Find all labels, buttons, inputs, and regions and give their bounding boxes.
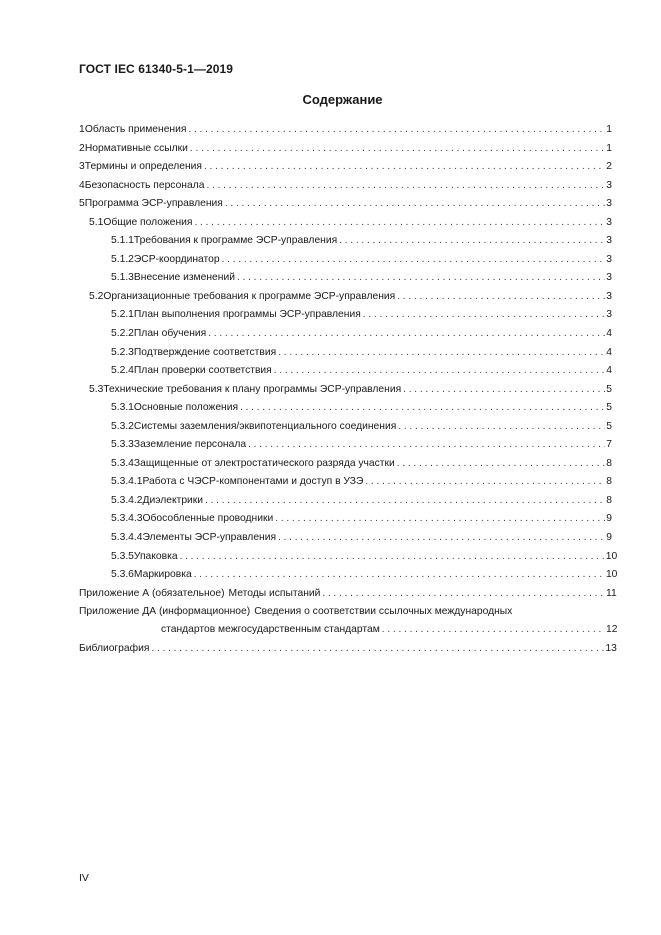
toc-entry-number: 5.1 xyxy=(89,216,104,228)
toc-entry-page: 4 xyxy=(606,365,612,377)
dot-leader xyxy=(222,251,605,270)
dot-leader xyxy=(205,492,605,511)
toc-entry-label: Требования к программе ЭСР-управления xyxy=(133,235,338,247)
toc-entry-page: 3 xyxy=(606,216,612,228)
dot-leader xyxy=(206,177,605,196)
dot-leader xyxy=(275,510,605,529)
toc-entry-label: Элементы ЭСР-управления xyxy=(142,532,277,544)
toc-entry-page: 10 xyxy=(605,550,618,562)
toc-entry-label: План выполнения программы ЭСР-управления xyxy=(133,309,361,321)
toc-entry-page: 3 xyxy=(606,272,612,284)
dot-leader xyxy=(208,325,605,344)
toc-entry-label: Сведения о соответствии ссылочных международных xyxy=(254,606,513,618)
toc-entry-page: 8 xyxy=(606,476,612,488)
toc-entry-annex-da[interactable] xyxy=(79,603,612,621)
toc-entry-number: 5.2 xyxy=(89,290,104,302)
toc-entry-number: 5.2.2 xyxy=(111,328,134,340)
toc-entry-page: 3 xyxy=(606,235,612,247)
toc-entry-label: Обособленные проводники xyxy=(142,513,274,525)
toc-entry-number: Приложение ДА (информационное) xyxy=(79,606,251,618)
toc-entry[interactable] xyxy=(79,158,612,177)
toc-entry-page: 1 xyxy=(606,124,612,135)
toc-entry-label: стандартов межгосударственным стандартам xyxy=(161,624,380,636)
dot-leader xyxy=(278,344,605,363)
toc-entry-label: Безопасность персонала xyxy=(84,179,205,191)
dot-leader xyxy=(194,566,605,585)
toc-entry-label: Методы испытаний xyxy=(228,587,321,599)
toc-entry-number: 5.2.1 xyxy=(111,309,134,321)
toc-entry-page: 8 xyxy=(606,457,612,469)
toc-entry-number: 5.1.3 xyxy=(111,272,134,284)
toc-entry-page: 2 xyxy=(606,161,612,173)
toc-entry-label: Заземление персонала xyxy=(133,439,247,451)
toc-entry-label: Внесение изменений xyxy=(133,272,235,284)
toc-entry-number: 5.2.3 xyxy=(111,346,134,358)
toc-entry-label: Системы заземления/эквипотенциального соединения xyxy=(133,420,397,432)
toc-entry-annex-da-continued[interactable] xyxy=(79,621,618,640)
toc-entry-page: 5 xyxy=(606,402,612,414)
toc-entry-label: Защищенные от электростатического разряда участки xyxy=(133,457,395,469)
toc-entry[interactable] xyxy=(79,510,612,529)
toc-entry-label: Программа ЭСР-управления xyxy=(84,198,223,210)
dot-leader xyxy=(398,418,605,437)
dot-leader xyxy=(397,288,605,307)
toc-entry-label: Технические требования к плану программы ЭСР-управления xyxy=(103,383,402,395)
toc-entry-number: 5.3.4.4 xyxy=(111,532,143,544)
toc-entry-page: 5 xyxy=(606,420,612,432)
toc-entry-number: 5.2.4 xyxy=(111,365,134,377)
dot-leader xyxy=(188,121,605,140)
toc-entry-number: 5.3.4.2 xyxy=(111,494,143,506)
dot-leader xyxy=(195,214,606,233)
toc-entry-number: 5.3.5 xyxy=(111,550,134,562)
dot-leader xyxy=(363,306,605,325)
toc-entry-number: 5.3.4.1 xyxy=(111,476,143,488)
toc-entry[interactable] xyxy=(79,566,618,585)
toc-entry-number: 5.3.4 xyxy=(111,457,134,469)
document-header: ГОСТ IEC 61340-5-1—2019 xyxy=(79,62,234,76)
toc-entry-number: 5.3.4.3 xyxy=(111,513,143,525)
toc-entry-page: 12 xyxy=(606,624,618,636)
toc-entry[interactable] xyxy=(79,362,612,381)
dot-leader xyxy=(274,362,605,381)
toc-entry[interactable] xyxy=(79,214,612,233)
toc-entry[interactable] xyxy=(79,492,612,511)
toc-entry[interactable] xyxy=(79,121,612,140)
toc-entry-number: Приложение А (обязательное) xyxy=(79,587,225,599)
toc-entry-number: 3 xyxy=(79,161,85,173)
toc-entry-number: 5.3.6 xyxy=(111,569,134,581)
dot-leader xyxy=(237,269,605,288)
toc-entry-label: Организационные требования к программе ЭСР-управления xyxy=(103,290,396,302)
toc-entry-label: Общие положения xyxy=(103,216,193,228)
toc-entry-number: 5.1.2 xyxy=(111,253,134,265)
toc-entry-label: Область применения xyxy=(84,124,187,135)
toc-entry-number: 5 xyxy=(79,198,85,210)
toc-entry[interactable] xyxy=(79,381,612,400)
toc-entry-page: 3 xyxy=(606,198,612,210)
dot-leader xyxy=(240,399,605,418)
toc-entry[interactable] xyxy=(79,548,618,567)
table-of-contents xyxy=(79,121,618,658)
toc-entry-number: 5.3.3 xyxy=(111,439,134,451)
toc-entry[interactable] xyxy=(79,232,612,251)
toc-entry[interactable] xyxy=(79,529,612,548)
dot-leader xyxy=(225,195,605,214)
dot-leader xyxy=(365,473,605,492)
toc-entry-number: 4 xyxy=(79,179,85,191)
dot-leader xyxy=(403,381,605,400)
toc-entry-page: 3 xyxy=(606,290,612,302)
toc-entry-page: 1 xyxy=(606,142,612,154)
toc-entry[interactable] xyxy=(79,473,612,492)
toc-entry[interactable] xyxy=(79,344,612,363)
dot-leader xyxy=(151,640,604,659)
dot-leader xyxy=(204,158,605,177)
toc-entry[interactable] xyxy=(79,195,612,214)
toc-entry[interactable] xyxy=(79,177,612,196)
toc-entry-page: 10 xyxy=(605,569,618,581)
toc-entry-label: Основные положения xyxy=(133,402,239,414)
toc-entry-label: Упаковка xyxy=(133,550,178,562)
dot-leader xyxy=(190,140,605,159)
toc-entry-label: Библиография xyxy=(79,642,150,654)
toc-entry-page: 3 xyxy=(606,253,612,265)
toc-entry-number: 2 xyxy=(79,142,85,154)
toc-entry[interactable] xyxy=(79,436,612,455)
page-number: IV xyxy=(79,872,89,884)
toc-entry-number: 5.3.1 xyxy=(111,402,134,414)
dot-leader xyxy=(322,585,605,604)
toc-entry-label: Подтверждение соответствия xyxy=(133,346,277,358)
toc-entry-label: План обучения xyxy=(133,328,207,340)
dot-leader xyxy=(180,548,605,567)
toc-entry-page: 7 xyxy=(606,439,612,451)
toc-entry[interactable] xyxy=(79,325,612,344)
toc-entry[interactable] xyxy=(79,455,612,474)
toc-entry-number: 1 xyxy=(79,124,85,135)
toc-entry[interactable] xyxy=(79,251,612,270)
dot-leader xyxy=(339,232,605,251)
toc-entry-page: 8 xyxy=(606,494,612,506)
toc-entry[interactable] xyxy=(79,399,612,418)
toc-entry-number: 5.3.2 xyxy=(111,420,134,432)
toc-entry[interactable] xyxy=(79,306,612,325)
toc-entry-page: 4 xyxy=(606,328,612,340)
dot-leader xyxy=(248,436,605,455)
toc-entry-page: 3 xyxy=(606,309,612,321)
dot-leader xyxy=(382,621,605,640)
toc-entry-number: 5.1.1 xyxy=(111,235,134,247)
toc-entry-number: 5.3 xyxy=(89,383,104,395)
dot-leader xyxy=(397,455,605,474)
toc-entry-page: 11 xyxy=(606,587,617,599)
toc-entry-label: План проверки соответствия xyxy=(133,365,272,377)
page-title: Содержание xyxy=(302,92,383,107)
toc-entry-page: 4 xyxy=(606,346,612,358)
toc-entry-page: 9 xyxy=(606,532,612,544)
toc-entry[interactable] xyxy=(79,418,612,437)
toc-entry-label: ЭСР-координатор xyxy=(133,253,220,265)
toc-entry[interactable] xyxy=(79,140,612,159)
toc-entry-page: 5 xyxy=(606,383,612,395)
toc-entry-label: Термины и определения xyxy=(84,161,202,173)
toc-entry-page: 3 xyxy=(606,179,612,191)
toc-entry[interactable] xyxy=(79,288,612,307)
toc-entry-label: Работа с ЧЭСР-компонентами и доступ в УЗЭ xyxy=(142,476,364,488)
dot-leader xyxy=(278,529,605,548)
toc-entry-page: 13 xyxy=(605,642,617,654)
toc-entry-label: Диэлектрики xyxy=(142,494,204,506)
toc-entry-page: 9 xyxy=(606,513,612,525)
toc-entry[interactable] xyxy=(79,269,612,288)
toc-entry-annex-a[interactable] xyxy=(79,585,617,604)
toc-entry-bibliography[interactable] xyxy=(79,640,617,659)
toc-entry-label: Нормативные ссылки xyxy=(84,142,188,154)
toc-entry-label: Маркировка xyxy=(133,569,192,581)
